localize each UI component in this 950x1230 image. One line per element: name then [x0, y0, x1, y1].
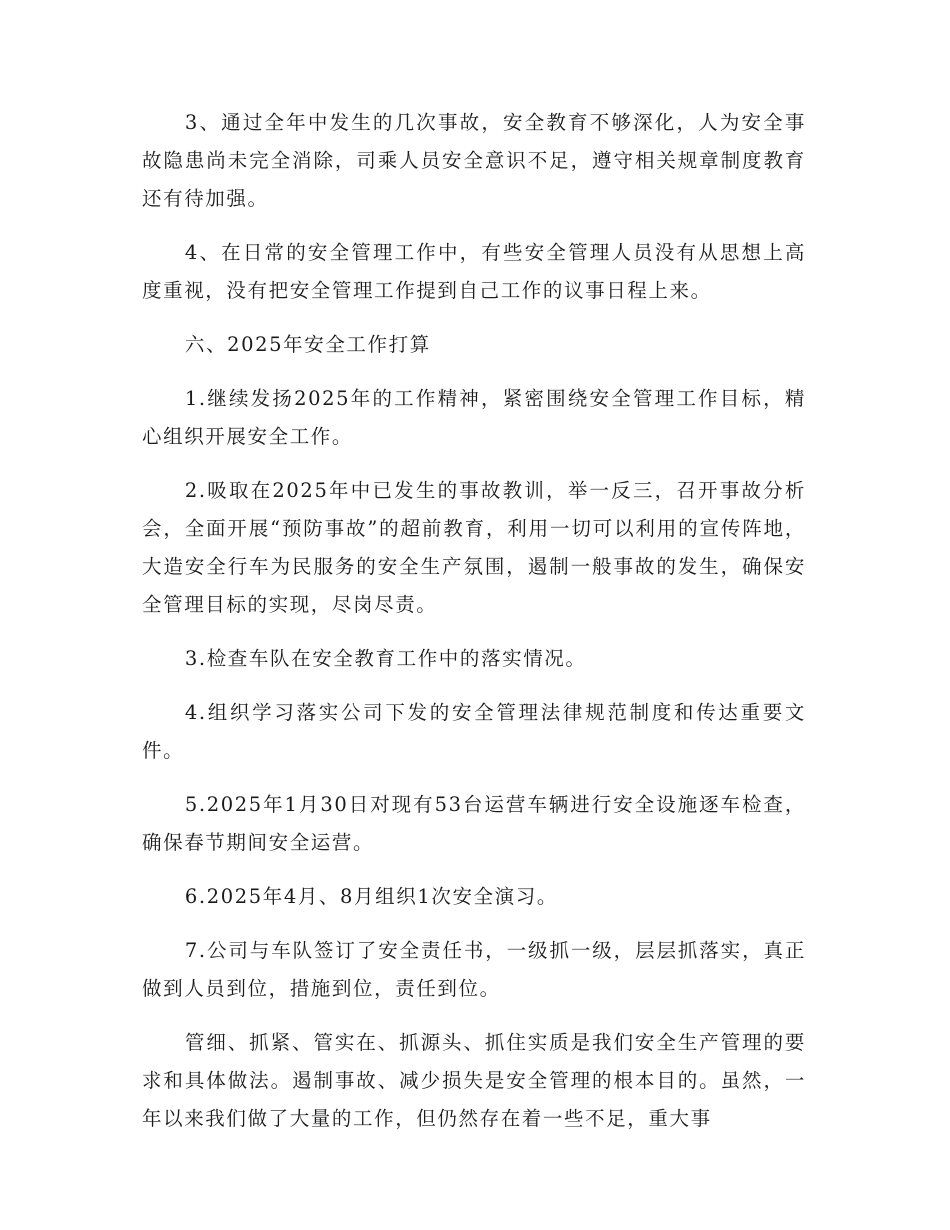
plan-item-7: 7.公司与车队签订了安全责任书，一级抓一级，层层抓落实，真正做到人员到位，措施到位，责任到位。 [142, 939, 806, 1000]
closing-paragraph: 管细、抓紧、管实在、抓源头、抓住实质是我们安全生产管理的要求和具体做法。遏制事故、减少损失是安全管理的根本目的。虽然，一年以来我们做了大量的工作，但仍然存在着一些不足，重大事 [142, 1031, 806, 1130]
paragraph-item-4: 4、在日常的安全管理工作中，有些安全管理人员没有从思想上高度重视，没有把安全管理工作提到自己工作的议事日程上来。 [142, 241, 806, 302]
plan-item-4: 4.组织学习落实公司下发的安全管理法律规范制度和传达重要文件。 [142, 701, 806, 762]
paragraph-item-3: 3、通过全年中发生的几次事故，安全教育不够深化，人为安全事故隐患尚未完全消除，司乘人员安全意识不足，遵守相关规章制度教育还有待加强。 [142, 111, 806, 210]
section-heading-six: 六、2025年安全工作打算 [184, 333, 431, 356]
plan-item-1: 1.继续发扬2025年的工作精神，紧密围绕安全管理工作目标，精心组织开展安全工作。 [142, 387, 806, 448]
plan-item-2: 2.吸取在2025年中已发生的事故教训，举一反三，召开事故分析会，全面开展“预防事故”的超前教育，利用一切可以利用的宣传阵地，大造安全行车为民服务的安全生产氛围，遏制一般事故的发生，确保安全管理目标的实现，尽岗尽责。 [142, 479, 806, 616]
plan-item-6: 6.2025年4月、8月组织1次安全演习。 [184, 885, 558, 908]
plan-item-5: 5.2025年1月30日对现有53台运营车辆进行安全设施逐车检查，确保春节期间安全运营。 [142, 793, 806, 854]
document-body [142, 104, 806, 1154]
plan-item-3: 3.检查车队在安全教育工作中的落实情况。 [184, 647, 587, 670]
